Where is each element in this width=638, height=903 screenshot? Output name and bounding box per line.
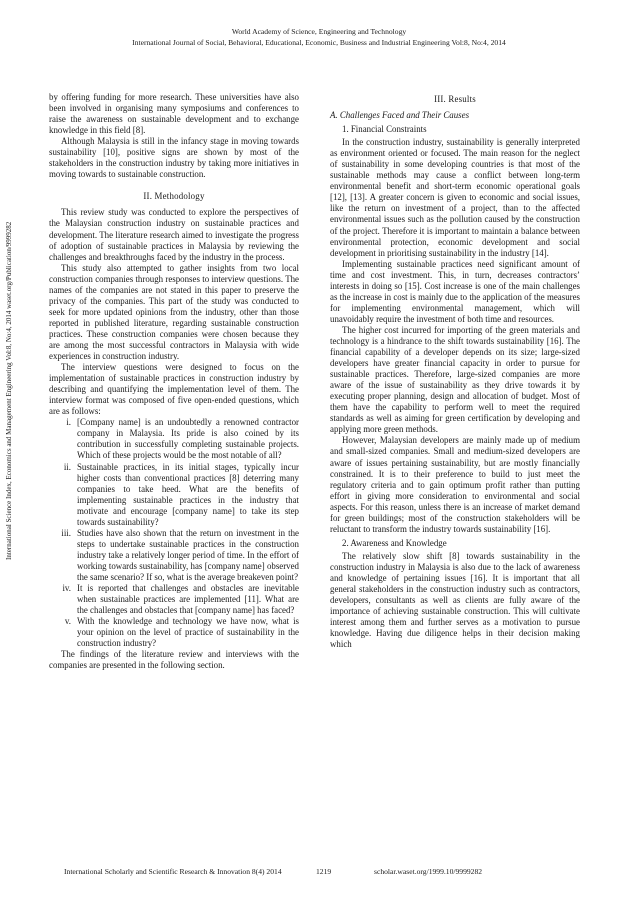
header-line-2: International Journal of Social, Behavioral, Educational, Economic, Business and Industrial Engineering Vol:8, No:4, 2014 <box>132 37 506 47</box>
interview-questions-list <box>49 417 299 649</box>
paragraph: This review study was conducted to explore the perspectives of the Malaysian construction industry on sustainable practices and development. The literature research aimed to investigate the progress of adoption of sustainable practices in Malaysia by reviewing the challenges and breakthroughs faced by the industry in the process. <box>49 207 299 262</box>
page-number: 1219 <box>316 867 332 876</box>
paragraph: The higher cost incurred for importing of the green materials and technology is a hindrance to the shift towards sustainability [16]. The financial capability of a developer depends on its size; large-sized developers have greater financial capacity in order to pursue for sustainable practices. Therefore, large-sized companies are more aware of the issue of sustainability as they drive towards it by executing proper planning, design and allocation of budget. Most of them have the capability to perform well to meet the required standards as well as aiming for green certification by developing and applying more green methods. <box>330 324 580 435</box>
subsection-heading-challenges: A. Challenges Faced and Their Causes <box>330 110 470 121</box>
paragraph: Although Malaysia is still in the infancy stage in moving towards sustainability [10], positive signs are shown by most of the stakeholders in the construction industry by taking more initiatives in moving towards to sustainable construction. <box>49 136 299 180</box>
section-heading-results: III. Results <box>434 94 476 104</box>
subsubsection-heading-awareness: 2. Awareness and Knowledge <box>342 537 447 548</box>
list-item <box>49 616 299 649</box>
section-heading-methodology: II. Methodology <box>143 191 205 202</box>
list-item <box>49 583 299 616</box>
paragraph: However, Malaysian developers are mainly made up of medium and small-sized companies. Small and medium-sized developers are aware of issues pertaining sustainability, but are mostly financially constrained. It is to their preference to build to just meet the regulatory criteria and to gain optimum profit rather than putting effort in giving more consideration to environmental and social aspects. For this reason, unless there is an increase of market demand for green buildings; most of the construction stakeholders will be reluctant to transform the industry towards sustainability [16]. <box>330 435 580 534</box>
list-text: Studies have also shown that the return on investment in the steps to undertake sustainable practices in the construction industry take a relatively longer period of time. In the effort of working towards sustainability, has [company name] observed the same scenario? If so, what is the average breakeven point? <box>77 527 299 582</box>
vertical-sidebar <box>4 221 16 572</box>
list-item <box>49 462 299 528</box>
sidebar-text: International Science Index, Economics and Management Engineering Vol:8, No:4, 2014 waset.org/Publication/9999282 <box>5 221 13 560</box>
list-item <box>49 528 299 583</box>
list-number: i. <box>66 417 71 428</box>
footer-right: scholar.waset.org/1999.10/9999282 <box>374 867 483 876</box>
list-text: It is reported that challenges and obstacles are inevitable when sustainable practices are implemented [11]. What are the challenges and obstacles that [company name] has faced? <box>77 583 299 616</box>
right-column <box>330 92 580 650</box>
list-number: iii. <box>61 527 71 538</box>
list-number: v. <box>64 616 71 627</box>
paragraph: Implementing sustainable practices need significant amount of time and cost investment. This, in turn, decreases contractors’ interests in doing so [15]. Cost increase is one of the main challenges as the increase in cost is mainly due to the application of the measures for implementing environmental management, which will unavoidably require the investment of both time and resources. <box>330 258 580 324</box>
paragraph: In the construction industry, sustainability is generally interpreted as environment oriented or focused. The main reason for the neglect of sustainability in some developing countries is that most of the sustainable methods may cause a conflict between long-term environmental benefit and short-term economic operational goals [12], [13]. A greater concern is given to economic and social issues, like the return on investment of a project, than to the affected environmental issues such as the pollution caused by the construction of the project. Therefore it is important to maintain a balance between environmental protection, economic development and social development in prioritising sustainability in the industry [14]. <box>330 137 580 258</box>
list-item <box>49 417 299 461</box>
footer-left: International Scholarly and Scientific Research & Innovation 8(4) 2014 <box>64 867 282 876</box>
header-line-1: World Academy of Science, Engineering and Technology <box>231 27 407 36</box>
paragraph: by offering funding for more research. These universities have also been involved in organising many symposiums and conferences to raise the awareness on sustainable development and to exchange knowledge in this field [8]. <box>49 92 299 136</box>
paragraph: The relatively slow shift [8] towards sustainability in the construction industry in Malaysia is also due to the lack of awareness and knowledge of pertaining issues [16]. It is important that all general stakeholders in the construction industry such as contractors, developers, consultants as well as clients are fully aware of the importance of achieving sustainable construction. This will cultivate interest among them and further serves as a motivation to pursue knowledge. Having due diligence helps in their decision making which <box>330 550 580 650</box>
journal-header <box>0 27 638 48</box>
list-number: iv. <box>62 583 71 594</box>
list-text: [Company name] is an undoubtedly a renowned contractor company in Malaysia. Its pride is also coined by its contribution in successfully completing sustainable projects. Which of these projects would be the most notable of all? <box>77 417 299 461</box>
list-number: ii. <box>63 461 71 472</box>
list-text: With the knowledge and technology we have now, what is your opinion on the level of practice of sustainability in the construction industry? <box>77 616 299 649</box>
subsubsection-heading-financial: 1. Financial Constraints <box>342 124 427 135</box>
paragraph: This study also attempted to gather insights from two local construction companies through responses to interview questions. The names of the companies are not stated in this paper to preserve the privacy of the companies. This part of the study was conducted to seek for more updated opinions from the industry, other than those reported in published literature, regarding sustainable construction practices. These construction companies were chosen because they are among the most successful contractors in Malaysia with wide experiences in construction industry. <box>49 262 299 362</box>
paragraph: The interview questions were designed to focus on the implementation of sustainable practices in construction industry by describing and quantifying the implementation level of them. The interview format was composed of five open-ended questions, which are as follows: <box>49 362 299 417</box>
list-text: Sustainable practices, in its initial stages, typically incur higher costs than conventional practices [8] deterring many companies to take heed. What are the benefits of implementing sustainable practices in the industry that motivate and encourage [company name] to take its step towards sustainability? <box>77 461 299 527</box>
paragraph: The findings of the literature review and interviews with the companies are presented in the following section. <box>49 649 299 671</box>
left-column <box>49 92 299 671</box>
